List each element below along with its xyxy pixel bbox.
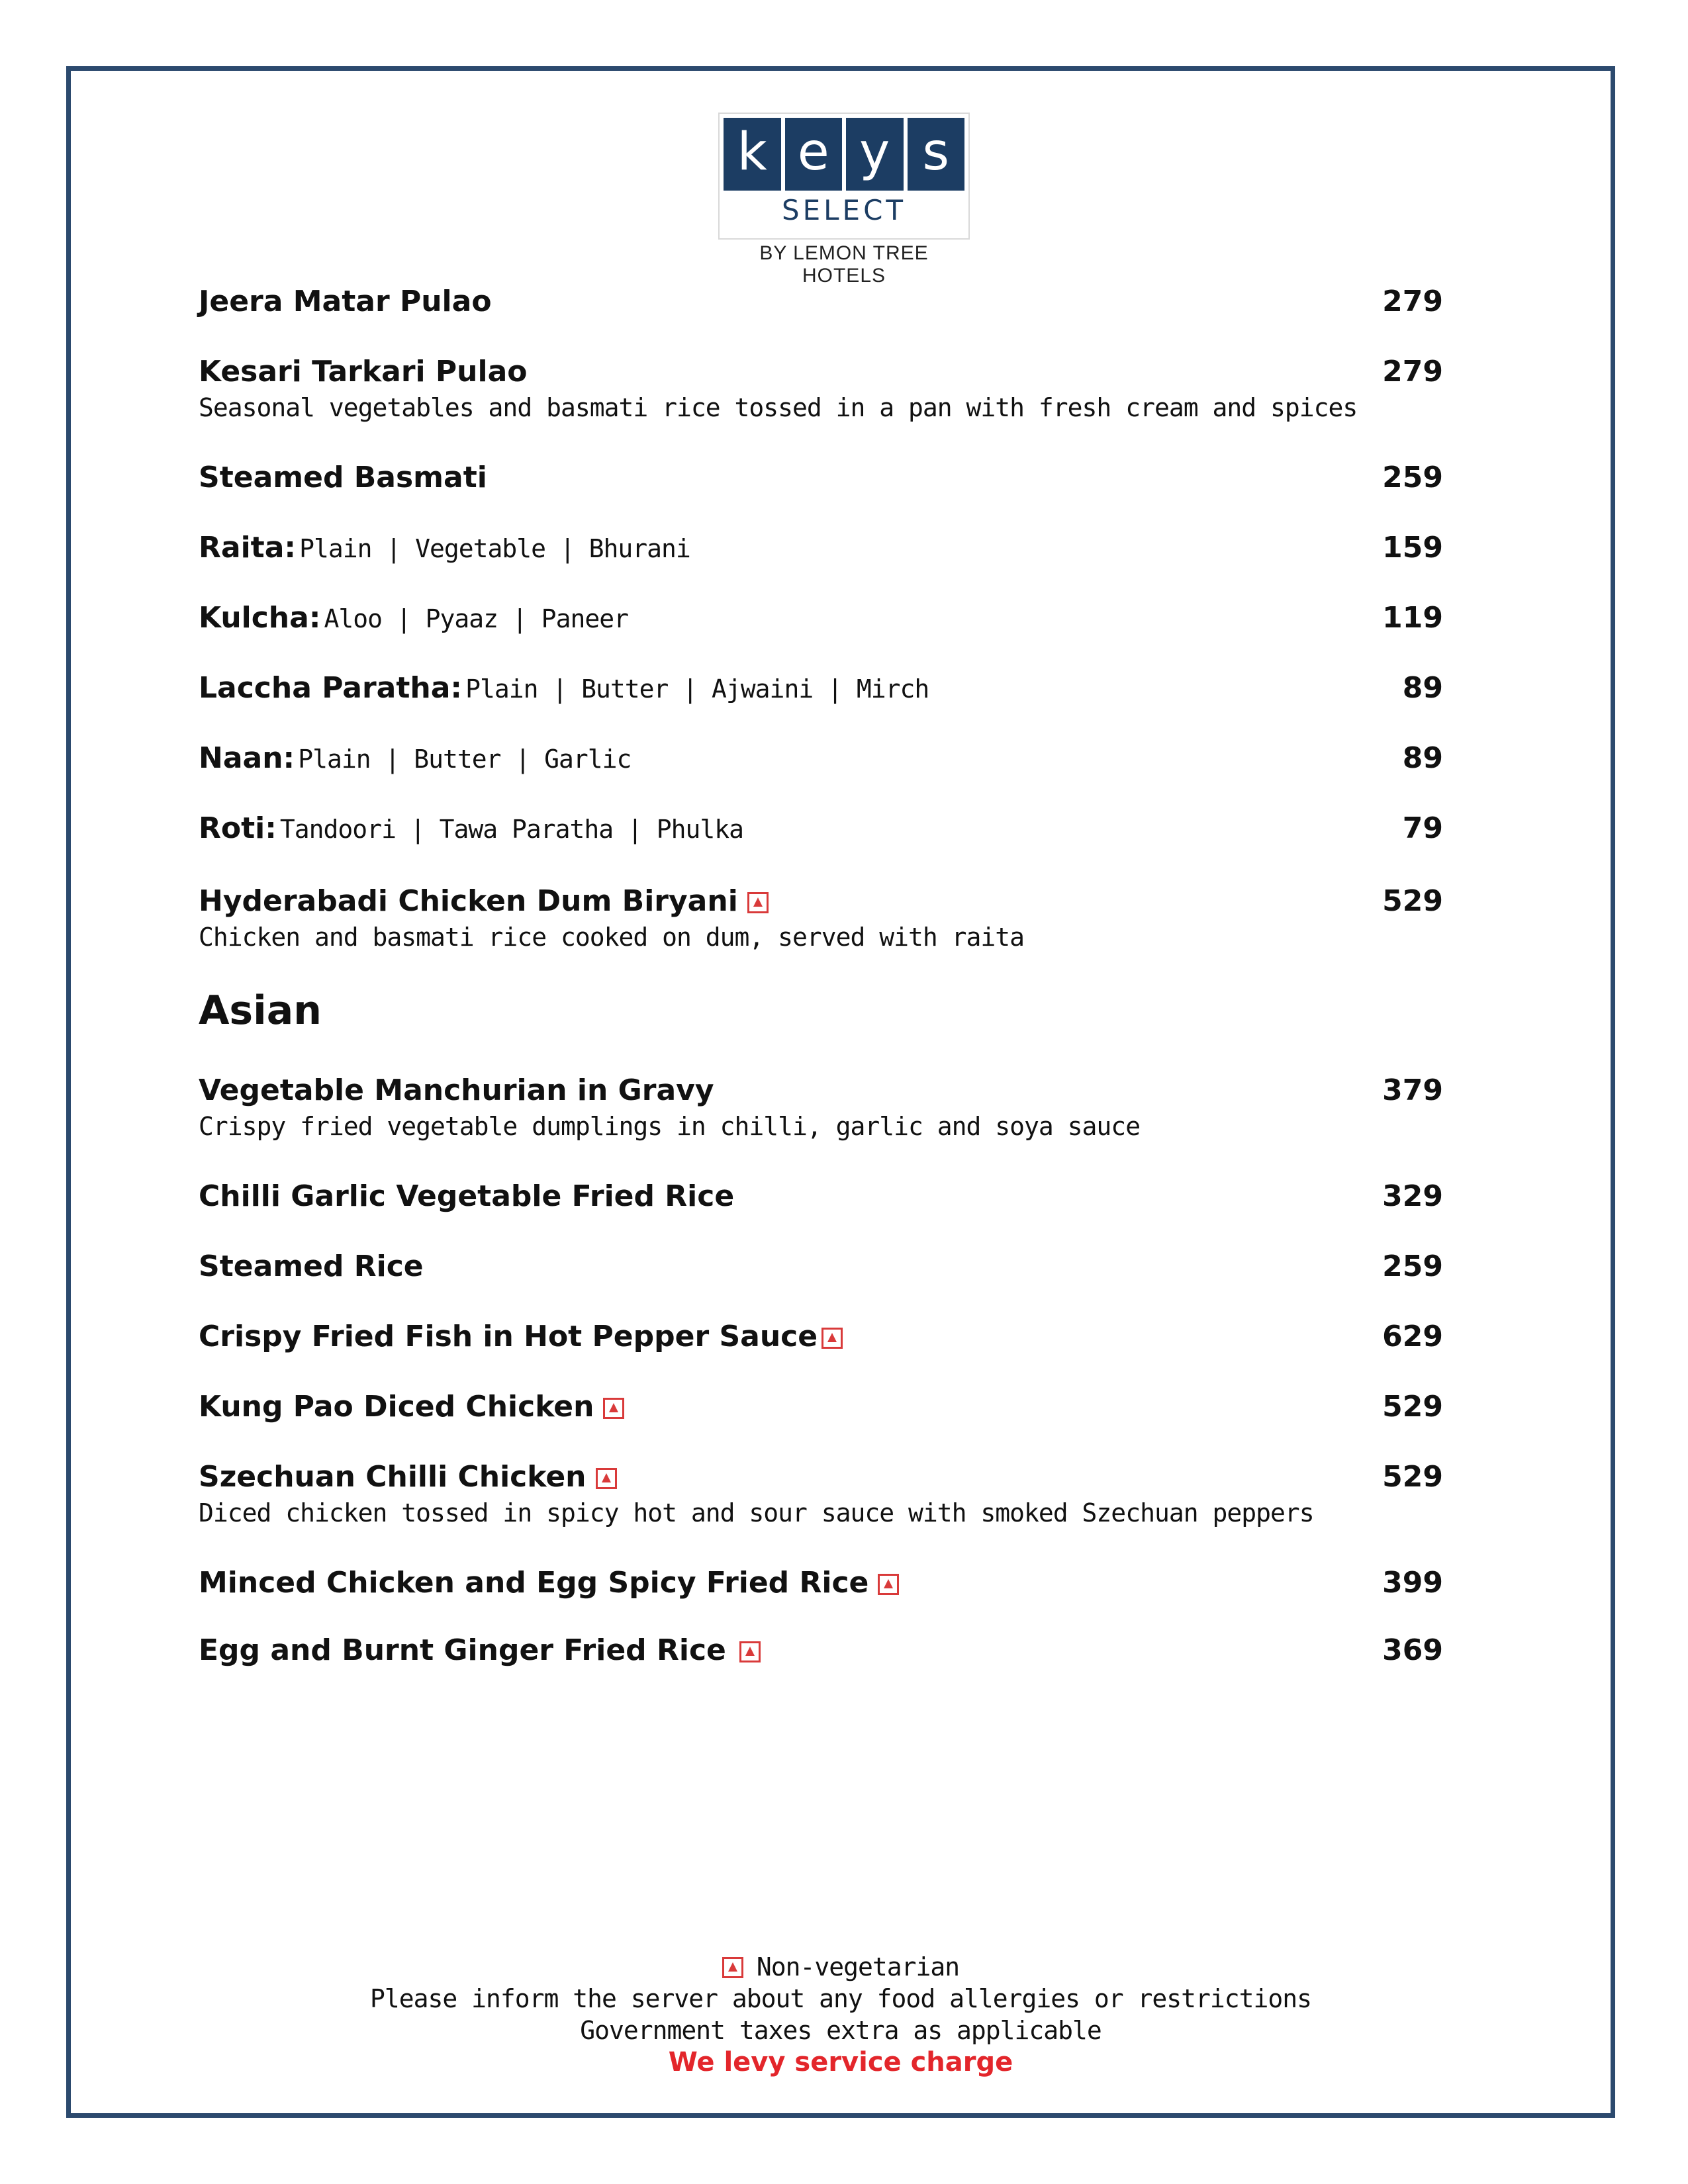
menu-item (199, 1632, 1443, 1669)
menu-item (199, 459, 1443, 496)
service-charge-note: We levy service charge (668, 2047, 1013, 2077)
keys-select-logo (715, 113, 973, 287)
item-options: Plain | Vegetable | Bhurani (299, 534, 690, 563)
item-description: Chicken and basmati rice cooked on dum, served with raita (199, 923, 1025, 952)
menu-item (199, 1248, 1443, 1285)
legend-line (66, 1951, 1615, 1983)
logo-byline: BY LEMON TREE HOTELS (759, 242, 929, 287)
item-name: Steamed Basmati (199, 461, 487, 494)
item-name: Crispy Fried Fish in Hot Pepper Sauce (199, 1320, 818, 1353)
legend-label: Non-vegetarian (756, 1952, 960, 1981)
logo-letter-k: k (724, 118, 781, 191)
menu-item (199, 353, 1443, 425)
logo-letters (724, 118, 964, 191)
menu-footer (66, 1951, 1615, 2078)
item-name: Kulcha: (199, 601, 321, 635)
item-name: Roti: (199, 811, 277, 845)
item-options: Aloo | Pyaaz | Paneer (324, 604, 628, 633)
item-price: 529 (1382, 884, 1443, 918)
item-name: Jeera Matar Pulao (199, 285, 492, 318)
menu-item (199, 670, 1443, 707)
item-price: 379 (1382, 1073, 1443, 1107)
item-name: Laccha Paratha: (199, 671, 463, 705)
item-options: Tandoori | Tawa Paratha | Phulka (279, 815, 744, 844)
item-price: 399 (1382, 1566, 1443, 1600)
logo-subtitle: SELECT (781, 194, 907, 226)
item-description: Seasonal vegetables and basmati rice tossed in a pan with fresh cream and spices (199, 393, 1358, 422)
item-options: Plain | Butter | Ajwaini | Mirch (465, 674, 929, 704)
item-price: 79 (1402, 811, 1443, 845)
item-options: Plain | Butter | Garlic (298, 745, 632, 774)
item-description: Diced chicken tossed in spicy hot and sour sauce with smoked Szechuan peppers (199, 1498, 1314, 1527)
item-name: Szechuan Chilli Chicken (199, 1460, 586, 1494)
item-price: 119 (1382, 601, 1443, 635)
menu-item (199, 1388, 1443, 1426)
item-price: 159 (1382, 531, 1443, 565)
item-price: 529 (1382, 1390, 1443, 1424)
item-name: Hyderabadi Chicken Dum Biryani (199, 884, 738, 918)
menu-item (199, 1072, 1443, 1144)
non-veg-icon (739, 1641, 761, 1662)
menu-item (199, 1459, 1443, 1530)
item-price: 259 (1382, 461, 1443, 494)
item-price: 329 (1382, 1179, 1443, 1213)
item-name: Minced Chicken and Egg Spicy Fried Rice (199, 1566, 869, 1600)
tax-note: Government taxes extra as applicable (580, 2016, 1102, 2045)
item-name: Raita: (199, 531, 296, 565)
logo-letter-s: s (908, 118, 965, 191)
non-veg-icon (603, 1398, 624, 1419)
menu-item (199, 1565, 1443, 1602)
item-description: Crispy fried vegetable dumplings in chilli, garlic and soya sauce (199, 1112, 1141, 1141)
item-name: Vegetable Manchurian in Gravy (199, 1073, 714, 1107)
item-price: 369 (1382, 1633, 1443, 1667)
logo-letter-e: e (785, 118, 843, 191)
non-veg-icon (878, 1574, 899, 1595)
menu-item (199, 810, 1443, 847)
logo-box (718, 113, 970, 240)
menu-item (199, 1178, 1443, 1215)
item-name: Kesari Tarkari Pulao (199, 355, 528, 388)
item-price: 89 (1402, 671, 1443, 705)
item-name: Kung Pao Diced Chicken (199, 1390, 594, 1424)
non-veg-icon (747, 892, 769, 913)
item-price: 629 (1382, 1320, 1443, 1353)
menu-item (199, 529, 1443, 567)
menu-item (199, 1318, 1443, 1355)
item-name: Naan: (199, 741, 295, 775)
menu-item (199, 883, 1443, 954)
menu-item (199, 283, 1443, 320)
item-price: 279 (1382, 285, 1443, 318)
item-price: 279 (1382, 355, 1443, 388)
menu-item (199, 600, 1443, 637)
item-price: 89 (1402, 741, 1443, 775)
item-name: Steamed Rice (199, 1250, 424, 1283)
item-name: Chilli Garlic Vegetable Fried Rice (199, 1179, 735, 1213)
item-name: Egg and Burnt Ginger Fried Rice (199, 1633, 726, 1667)
non-veg-icon (722, 1957, 743, 1978)
allergy-note: Please inform the server about any food allergies or restrictions (369, 1984, 1312, 2013)
non-veg-icon (821, 1328, 843, 1349)
logo-letter-y: y (846, 118, 904, 191)
item-price: 529 (1382, 1460, 1443, 1494)
non-veg-icon (596, 1468, 617, 1489)
section-heading-asian: Asian (199, 987, 322, 1034)
item-price: 259 (1382, 1250, 1443, 1283)
menu-item (199, 740, 1443, 777)
